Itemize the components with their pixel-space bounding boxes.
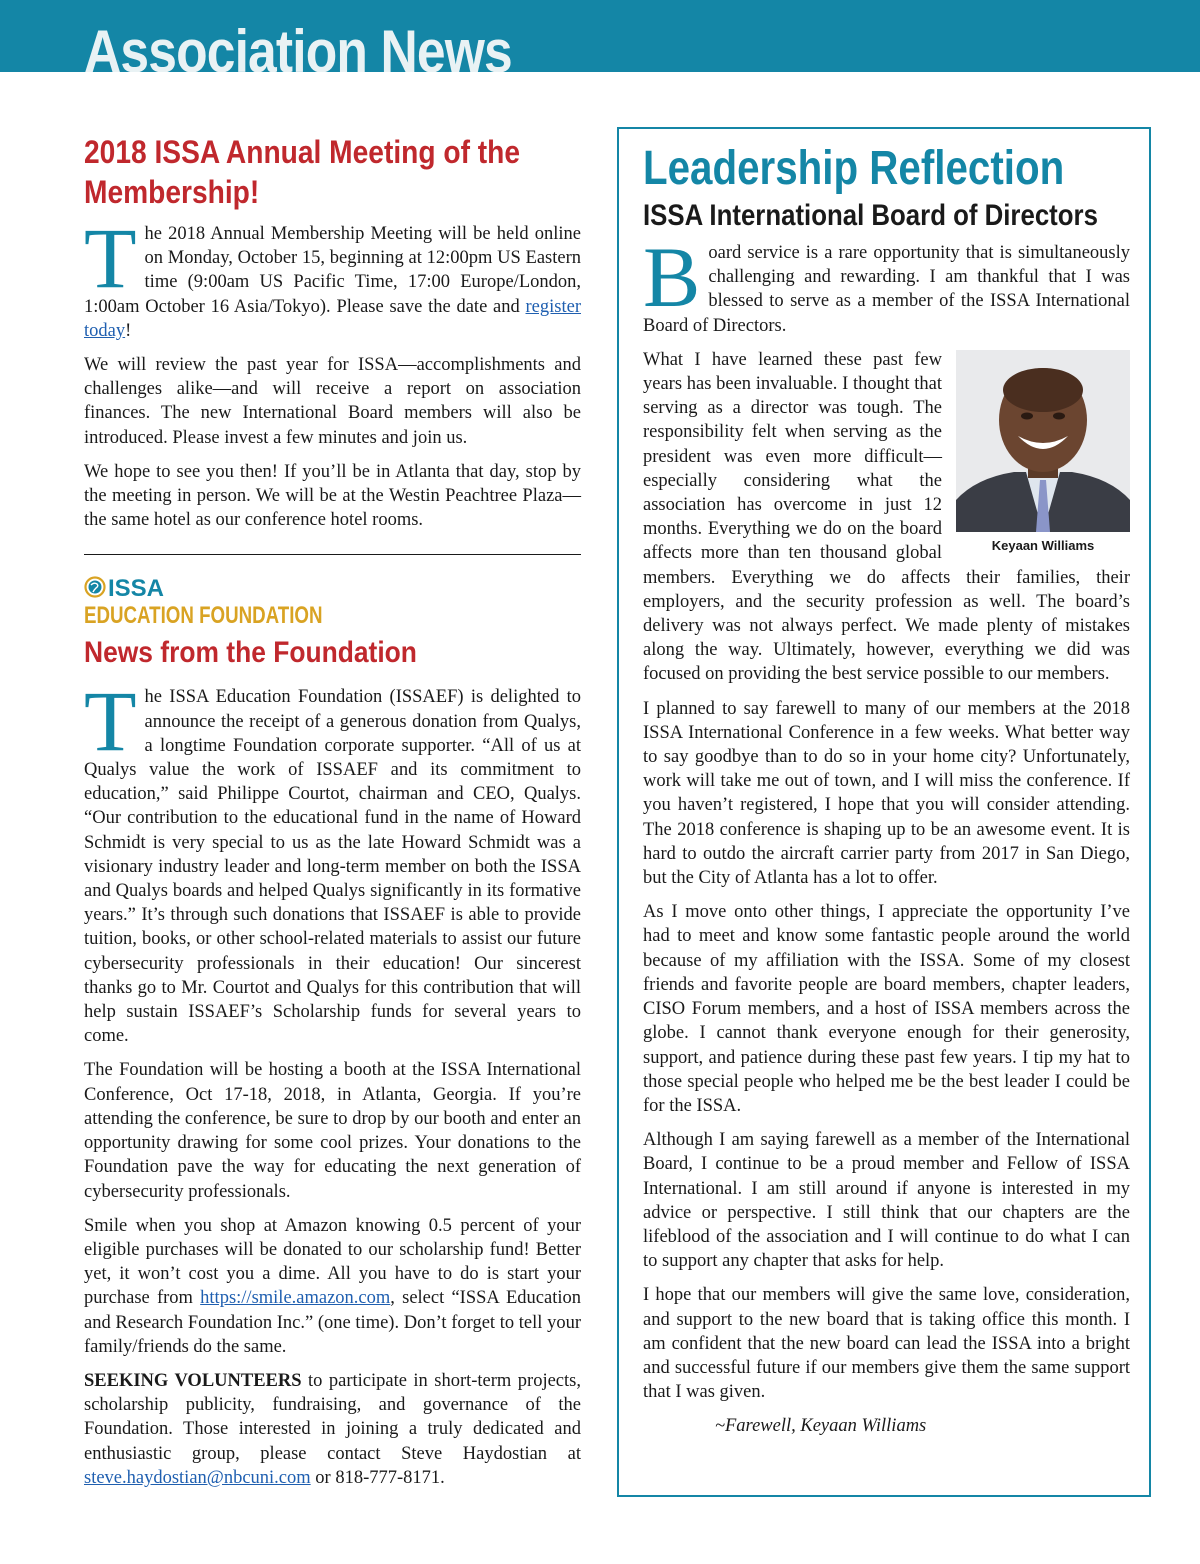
meeting-paragraph-3: We hope to see you then! If you’ll be in Atlanta that day, stop by the meeting in person. We will be at the Westin Peachtree Plaza—the same hotel as our conference hotel rooms. (84, 461, 581, 531)
leadership-subheading: ISSA International Board of Directors (643, 199, 1098, 232)
volunteers-text-a: to participate in short-term projects, scholarship publicity, fundraising, and governance of the Foundation. Those interested in joining a truly dedicated and enthusiastic group, please contact Steve Haydostian at (84, 1370, 581, 1464)
portrait-photo (956, 350, 1130, 532)
section-banner (0, 0, 1200, 72)
meeting-paragraph-1-end: ! (125, 320, 132, 341)
meeting-heading: 2018 ISSA Annual Meeting of the Membership! (84, 134, 521, 210)
portrait-figure (956, 350, 1130, 556)
signoff: ~Farewell, Keyaan Williams (715, 1416, 927, 1437)
amazon-smile-link[interactable]: https://smile.amazon.com (200, 1288, 391, 1309)
foundation-paragraph-4 (84, 1369, 581, 1490)
section-divider (84, 554, 581, 555)
foundation-logo (84, 577, 581, 601)
volunteers-label: SEEKING VOLUNTEERS (84, 1370, 302, 1391)
foundation-logo-subtitle: EDUCATION FOUNDATION (84, 602, 323, 630)
leadership-paragraph-1 (643, 229, 1130, 338)
foundation-heading: News from the Foundation (84, 636, 417, 670)
leadership-paragraph-6: I hope that our members will give the same love, consideration, and support to the new board that is taking office this month. I am confident that the new board can lead the ISSA into a bright and successful future if our members give them the same support that I was given. (643, 1285, 1130, 1403)
portrait-caption: Keyaan Williams (991, 537, 1095, 553)
dropcap: T (84, 673, 137, 770)
foundation-paragraph-1-text: he ISSA Education Foundation (ISSAEF) is delighted to announce the receipt of a generous donation from Qualys, a longtime Foundation corporate supporter. “All of us at Qualys value the work of ISSAEF and its commitment to education,” said Philippe Courtot, chairman and CEO, Qualys. “Our contribution to the educational fund in the name of Howard Schmidt is very special to us as the late Howard Schmidt was a visionary industry leader and long-term member on both the ISSA and Qualys boards and helped Qualys significantly in its formative years.” It’s through such donations that ISSAEF is able to provide tuition, books, or other school-related materials to assist our future cybersecurity professionals in their education! Our sincerest thanks go to Mr. Courtot and Qualys for this contribution that will help sustain ISSAEF’s Scholarship funds for several years to come. (84, 687, 581, 1047)
amazon-text-b: , select “ISSA Education and Research Foundation Inc.” (one time). Don’t forget to tell your family/friends do the same. (84, 1288, 581, 1357)
contact-email-link[interactable]: steve.haydostian@nbcuni.com (84, 1467, 311, 1488)
leadership-paragraph-2: What I have learned these past few years has been invaluable. I thought that serving as a director was tough. The responsibility felt when serving as the president was even more difficult—especially considering what the association has overcome in just 12 months. Everything we do on the board affects more than ten thousand global members. Everything we do affects their families, their employers, and the security profession as well. The board’s delivery was not always perfect. We made plenty of mistakes along the way. Ultimately, however, everything we did was focused on providing the best service possible to our members. (643, 349, 1130, 685)
foundation-paragraph-1 (84, 673, 581, 1048)
leadership-paragraph-4: As I move onto other things, I appreciate the opportunity I’ve had to meet and know some fantastic people around the world because of my affiliation with the ISSA. Some of my closest friends and favorite people are board members, chapter leaders, CISO Forum members, and a host of ISSA members across the globe. I cannot thank everyone enough for their generosity, support, and patience during these past few years. I tip my hat to those special people who helped me be the best leader I could be for the ISSA. (643, 902, 1130, 1116)
leadership-paragraph-1-text: oard service is a rare opportunity that is simultaneously challenging and rewarding. I am thankful that I was blessed to serve as a member of the ISSA International Board of Directors. (643, 243, 1130, 336)
register-link[interactable]: register today (84, 296, 581, 341)
section-title: Association News (84, 18, 512, 72)
meeting-paragraph-2: We will review the past year for ISSA—accomplishments and challenges alike—and will receive a report on association finances. The new International Board members will also be introduced. Please invest a few minutes and join us. (84, 355, 581, 448)
meeting-paragraph-1-text: he 2018 Annual Membership Meeting will be held online on Monday, October 15, beginning at 12:00pm US Eastern time (9:00am US Pacific Time, 17:00 Europe/London, 1:00am October 16 Asia/Tokyo). Please save the date and (84, 224, 581, 317)
leadership-heading: Leadership Reflection (643, 142, 1065, 195)
globe-icon (84, 576, 106, 603)
foundation-paragraph-3 (84, 1214, 581, 1359)
dropcap: B (643, 229, 701, 325)
foundation-paragraph-2: The Foundation will be hosting a booth at the ISSA International Conference, Oct 17-18, 2018, in Atlanta, Georgia. If you’re attending the conference, be sure to drop by our booth and enter an opportunity drawing for some cool prizes. Your donations to the Foundation pave the way for educating the next generation of cybersecurity professionals. (84, 1060, 581, 1202)
foundation-logo-name: ISSA (108, 575, 165, 603)
meeting-paragraph-1 (84, 210, 581, 343)
amazon-text-a: Smile when you shop at Amazon knowing 0.5 percent of your eligible purchases will be donated to our scholarship fund! Better yet, it won’t cost you a dime. All you have to do is start your purchase from (84, 1215, 581, 1309)
dropcap: T (84, 210, 137, 306)
leadership-paragraph-5: Although I am saying farewell as a member of the International Board, I continue to be a proud member and Fellow of ISSA International. I am still around if anyone is interested in my advice or perspective. I still think that our chapters are the lifeblood of the association and I will continue to do what I can to support any chapter that asks for help. (643, 1130, 1130, 1272)
leadership-sidebar (617, 127, 1151, 1497)
volunteers-text-b: or 818-777-8171. (310, 1467, 445, 1488)
left-column (84, 132, 581, 1500)
leadership-paragraph-3: I planned to say farewell to many of our members at the 2018 ISSA International Conference in a few weeks. What better way to say goodbye than to do so in your home city? Unfortunately, work will take me out of town, and I will miss the conference. If you haven’t registered, I hope that you will consider attending. The 2018 conference is shaping up to be an awesome event. It is hard to outdo the aircraft carrier party from 2017 in San Diego, but the City of Atlanta has a lot to offer. (643, 698, 1130, 889)
